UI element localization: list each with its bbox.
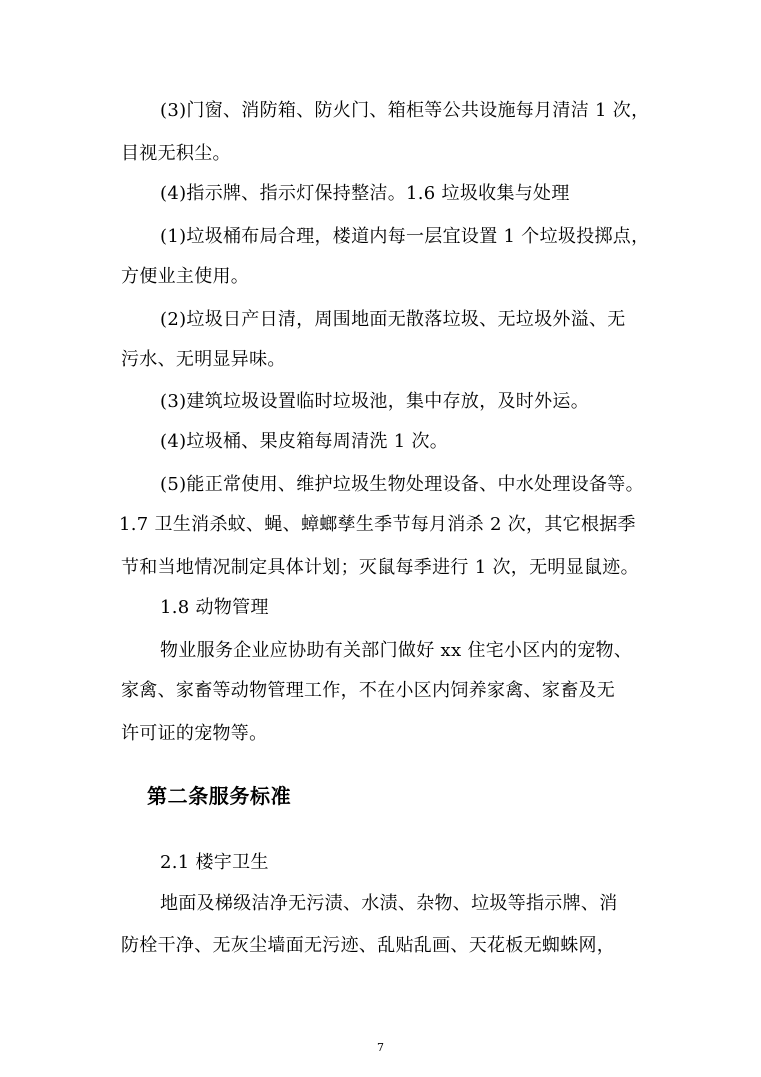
body-line: 1.8 动物管理 <box>160 597 269 618</box>
body-line: 物业服务企业应协助有关部门做好 xx 住宅小区内的宠物、 <box>160 640 633 661</box>
body-line: (3)门窗、消防箱、防火门、箱柜等公共设施每月清洁 1 次， <box>160 100 650 121</box>
body-line: 方便业主使用。 <box>121 266 250 287</box>
section-heading: 第二条服务标准 <box>147 784 292 808</box>
body-line: 许可证的宠物等。 <box>121 723 268 744</box>
body-line: (2)垃圾日产日清，周围地面无散落垃圾、无垃圾外溢、无 <box>160 309 626 330</box>
body-line: (3)建筑垃圾设置临时垃圾池，集中存放，及时外运。 <box>160 391 589 412</box>
body-line: (5)能正常使用、维护垃圾生物处理设备、中水处理设备等。 <box>160 474 644 495</box>
body-line: 防栓干净、无灰尘墙面无污迹、乱贴乱画、天花板无蜘蛛网， <box>121 935 616 956</box>
body-line: (4)垃圾桶、果皮箱每周清洗 1 次。 <box>160 431 449 452</box>
body-line: 1.7 卫生消杀蚊、蝇、蟑螂孳生季节每月消杀 2 次，其它根据季 <box>119 514 636 535</box>
body-line: 节和当地情况制定具体计划；灭鼠每季进行 1 次，无明显鼠迹。 <box>121 557 639 578</box>
body-line: 目视无积尘。 <box>121 143 231 164</box>
body-line: 家禽、家畜等动物管理工作，不在小区内饲养家禽、家畜及无 <box>121 680 616 701</box>
body-line: 污水、无明显异味。 <box>121 349 286 370</box>
page-number: 7 <box>377 1041 384 1054</box>
body-line: (1)垃圾桶布局合理，楼道内每一层宜设置 1 个垃圾投掷点， <box>160 226 650 247</box>
body-line: (4)指示牌、指示灯保持整洁。1.6 垃圾收集与处理 <box>160 183 570 204</box>
subsection-title: 2.1 楼宇卫生 <box>160 852 269 873</box>
body-line: 地面及梯级洁净无污渍、水渍、杂物、垃圾等指示牌、消 <box>160 893 618 914</box>
